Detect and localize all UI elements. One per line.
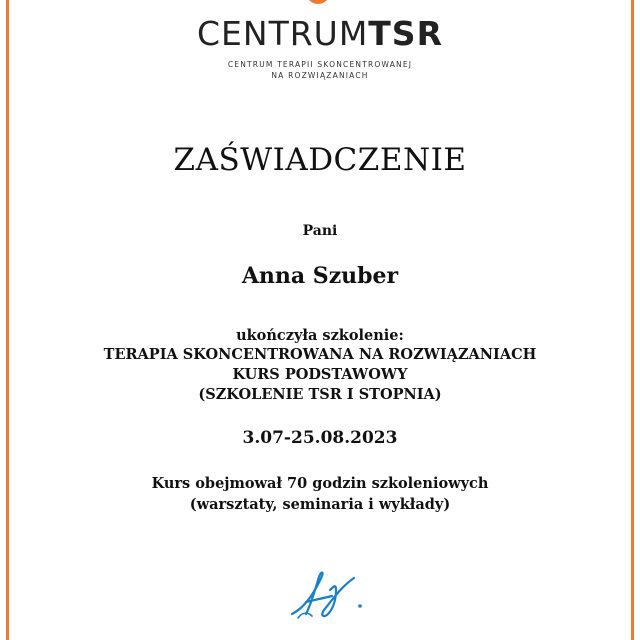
logo-tagline-line2: NA ROZWIĄZANIACH <box>271 71 369 80</box>
right-border <box>631 0 634 640</box>
logo-name-light: CENTRUM <box>197 14 369 53</box>
course-hours-line1: Kurs obejmował 70 godzin szkoleniowych <box>151 475 489 492</box>
course-name-line3: (SZKOLENIE TSR I STOPNIA) <box>198 386 442 403</box>
logo-wordmark <box>0 14 640 54</box>
logo-name-bold: TSR <box>368 14 443 53</box>
course-name-line2: KURS PODSTAWOWY <box>232 366 408 383</box>
logo-mark-icon <box>306 0 330 4</box>
completed-text: ukończyła szkolenie: <box>236 327 404 344</box>
course-hours-line2: (warsztaty, seminaria i wykłady) <box>189 496 451 513</box>
logo-tagline-line1: CENTRUM TERAPII SKONCENTROWANEJ <box>227 60 413 69</box>
salutation: Pani <box>302 223 338 239</box>
course-name-line1: TERAPIA SKONCENTROWANA NA ROZWIĄZANIACH <box>103 346 537 363</box>
signature-icon <box>284 556 374 626</box>
recipient-name: Anna Szuber <box>241 263 399 289</box>
certificate-title: ZAŚWIADCZENIE <box>173 142 467 178</box>
course-dates: 3.07-25.08.2023 <box>242 428 398 448</box>
left-border <box>6 0 9 640</box>
